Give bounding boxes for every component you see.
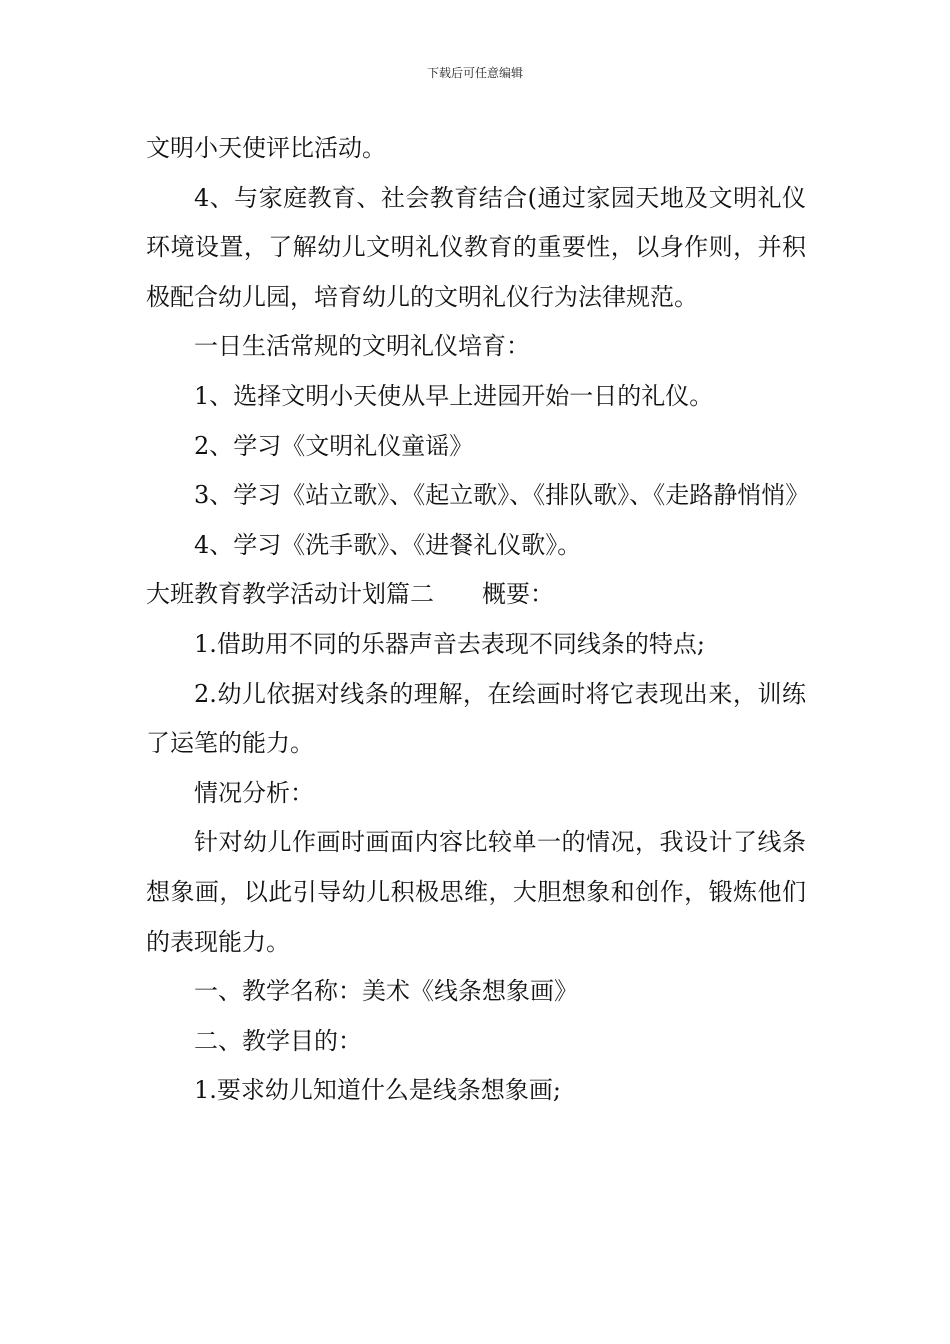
paragraph-routine-item-2: 2、学习《文明礼仪童谣》 — [194, 431, 474, 460]
document-body — [146, 124, 810, 1116]
paragraph-teaching-goal-heading: 二、教学目的： — [194, 1026, 362, 1055]
paragraph-continuation: 文明小天使评比活动。 — [146, 134, 386, 162]
paragraph-routine-item-4: 4、学习《洗手歌》、《进餐礼仪歌》。 — [194, 530, 582, 559]
paragraph-teaching-name: 一、教学名称：美术《线条想象画》 — [194, 977, 578, 1006]
paragraph-overview-item-1: 1.借助用不同的乐器声音去表现不同线条的特点; — [194, 629, 705, 658]
paragraph-situation-body: 针对幼儿作画时画面内容比较单一的情况，我设计了线条想象画，以此引导幼儿积极思维，大胆想象和创作，锻炼他们的表现能力。 — [146, 828, 806, 956]
paragraph-daily-routine-heading: 一日生活常规的文明礼仪培育： — [194, 332, 530, 361]
paragraph-teaching-goal-1: 1.要求幼儿知道什么是线条想象画; — [194, 1076, 561, 1105]
paragraph-routine-item-3: 3、学习《站立歌》、《起立歌》、《排队歌》、《走路静悄悄》 — [194, 481, 810, 510]
section-heading-plan-two: 大班教育教学活动计划篇二 概要： — [146, 580, 554, 609]
paragraph-routine-item-1: 1、选择文明小天使从早上进园开始一日的礼仪。 — [194, 381, 714, 410]
paragraph-overview-item-2: 2.幼儿依据对线条的理解，在绘画时将它表现出来，训练了运笔的能力。 — [146, 679, 806, 758]
page-header: 下载后可任意编辑 — [426, 66, 523, 80]
paragraph-situation-heading: 情况分析： — [194, 778, 314, 807]
paragraph-family-education: 4、与家庭教育、社会教育结合(通过家园天地及文明礼仪环境设置，了解幼儿文明礼仪教育的重要性，以身作则，并积极配合幼儿园，培育幼儿的文明礼仪行为法律规范。 — [146, 183, 806, 311]
